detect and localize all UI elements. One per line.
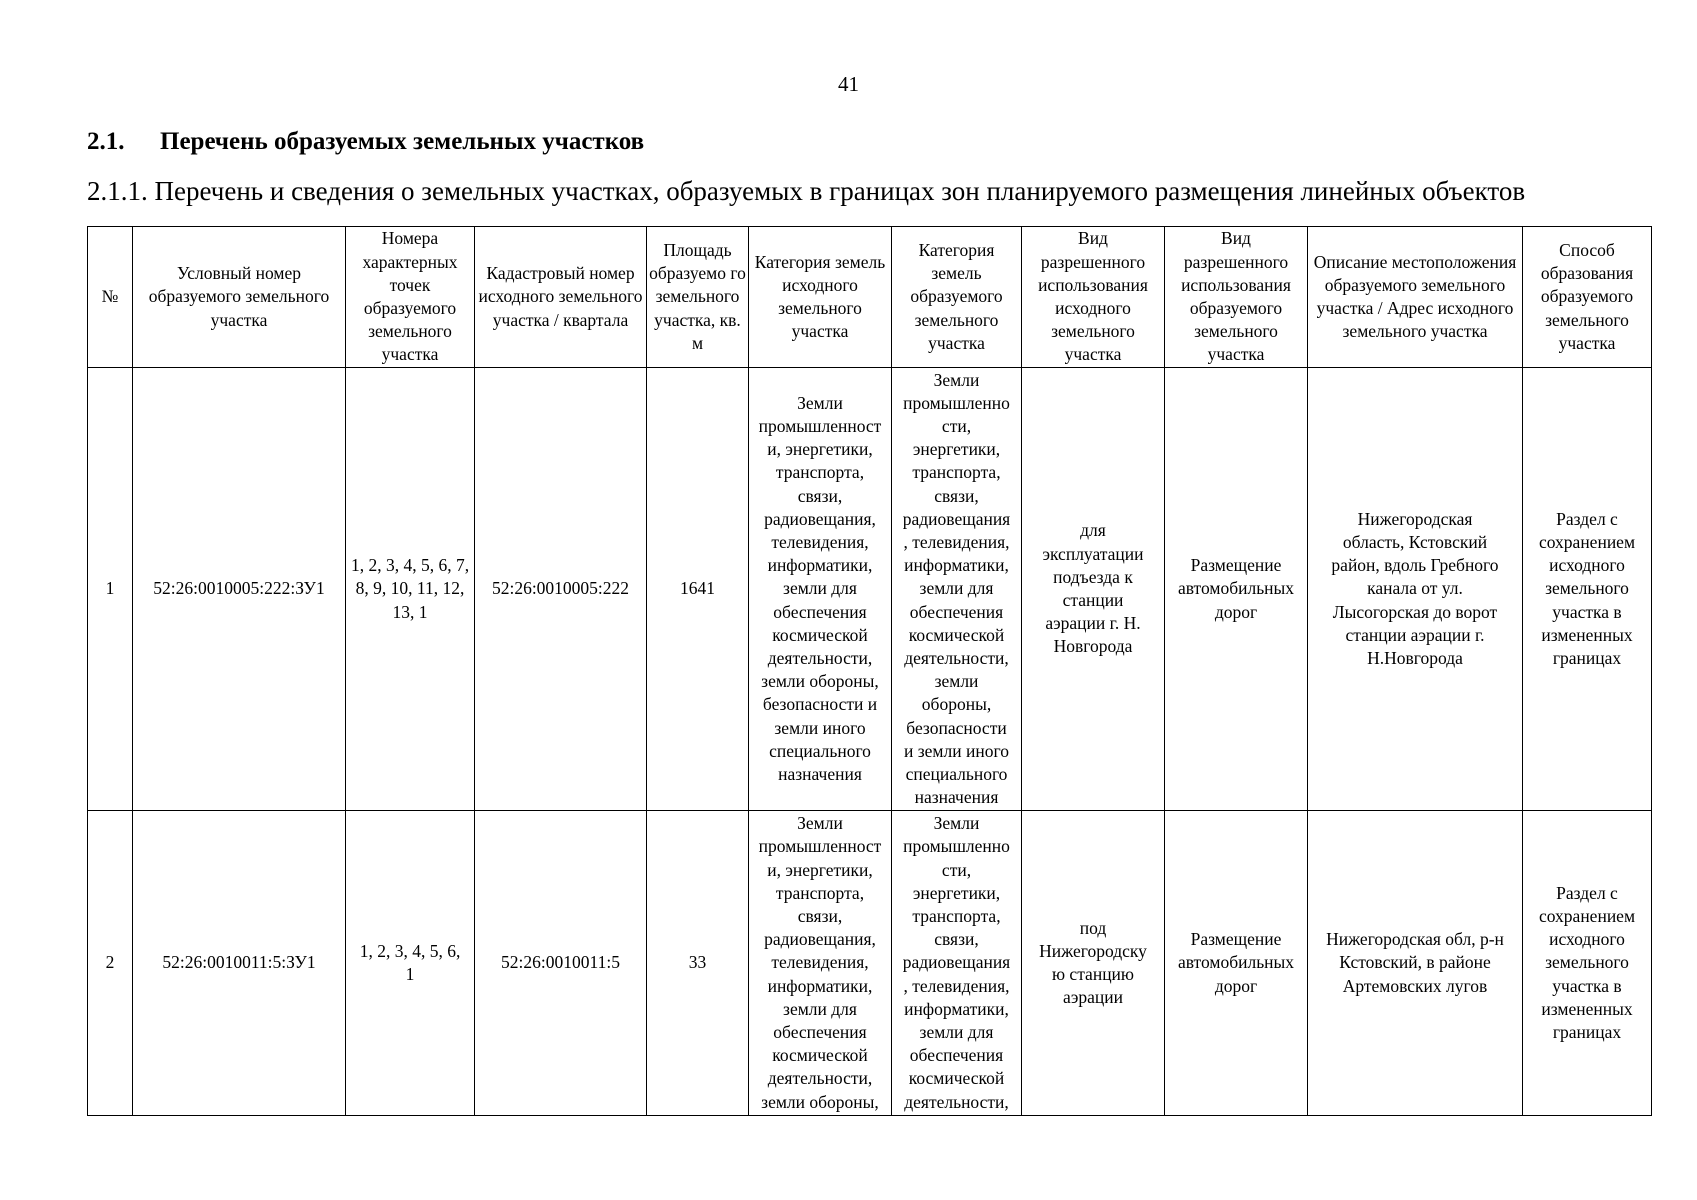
cell-no: 1 [88,368,133,811]
cell-category-source: Земли промышленност и, энергетики, транспорта, связи, радиовещания, телевидения, информатики, земли для обеспечения космической деятельности, земли обороны, [749,811,892,1116]
cell-category-source: Земли промышленност и, энергетики, транспорта, связи, радиовещания, телевидения, информатики, земли для обеспечения космической деятельности, земли обороны, безопасности и земли иного специального назначения [749,368,892,811]
page-number: 41 [838,72,859,96]
cell-no: 2 [88,811,133,1116]
cell-points: 1, 2, 3, 4, 5, 6, 1 [346,811,475,1116]
cell-use-new: Размещение автомобильных дорог [1165,811,1308,1116]
header-method: Способ образования образуемого земельного участка [1523,227,1652,368]
cell-points: 1, 2, 3, 4, 5, 6, 7, 8, 9, 10, 11, 12, 13, 1 [346,368,475,811]
cell-method: Раздел с сохранением исходного земельного участка в измененных границах [1523,368,1652,811]
cell-cadastral-number: 52:26:0010005:222 [475,368,647,811]
cell-location: Нижегородская обл, р-н Кстовский, в районе Артемовских лугов [1308,811,1523,1116]
table-header-row [88,227,1652,368]
header-area: Площадь образуемо го земельного участка, кв. м [647,227,749,368]
header-conditional-number: Условный номер образуемого земельного участка [133,227,346,368]
cell-conditional-number: 52:26:0010011:5:ЗУ1 [133,811,346,1116]
cell-cadastral-number: 52:26:0010011:5 [475,811,647,1116]
header-no: № [88,227,133,368]
table-row [88,368,1652,811]
cell-method: Раздел с сохранением исходного земельного участка в измененных границах [1523,811,1652,1116]
header-category-new: Категория земель образуемого земельного участка [892,227,1022,368]
header-use-source: Вид разрешенного использования исходного земельного участка [1022,227,1165,368]
header-category-source: Категория земель исходного земельного участка [749,227,892,368]
cell-use-source: под Нижегородску ю станцию аэрации [1022,811,1165,1116]
section-title: Перечень образуемых земельных участков [160,128,645,155]
cell-area: 1641 [647,368,749,811]
header-cadastral-number: Кадастровый номер исходного земельного участка / квартала [475,227,647,368]
land-plots-table [87,226,1652,1116]
table-row [88,811,1652,1116]
cell-category-new: Земли промышленно сти, энергетики, транспорта, связи, радиовещания , телевидения, информатики, земли для обеспечения космической деятельности, земли обороны, безопасности и земли иного специального назначения [892,368,1022,811]
header-use-new: Вид разрешенного использования образуемого земельного участка [1165,227,1308,368]
section-number: 2.1. [87,128,125,155]
cell-conditional-number: 52:26:0010005:222:ЗУ1 [133,368,346,811]
cell-area: 33 [647,811,749,1116]
header-points: Номера характерных точек образуемого земельного участка [346,227,475,368]
cell-use-source: для эксплуатации подъезда к станции аэрации г. Н. Новгорода [1022,368,1165,811]
section-heading [87,128,644,156]
cell-location: Нижегородская область, Кстовский район, вдоль Гребного канала от ул. Лысогорская до ворот станции аэрации г. Н.Новгорода [1308,368,1523,811]
cell-use-new: Размещение автомобильных дорог [1165,368,1308,811]
header-location: Описание местоположения образуемого земельного участка / Адрес исходного земельного участка [1308,227,1523,368]
cell-category-new: Земли промышленно сти, энергетики, транспорта, связи, радиовещания , телевидения, информатики, земли для обеспечения космической деятельности, [892,811,1022,1116]
subsection-heading: 2.1.1. Перечень и сведения о земельных участках, образуемых в границах зон планируемого размещения линейных объектов [87,176,1526,206]
